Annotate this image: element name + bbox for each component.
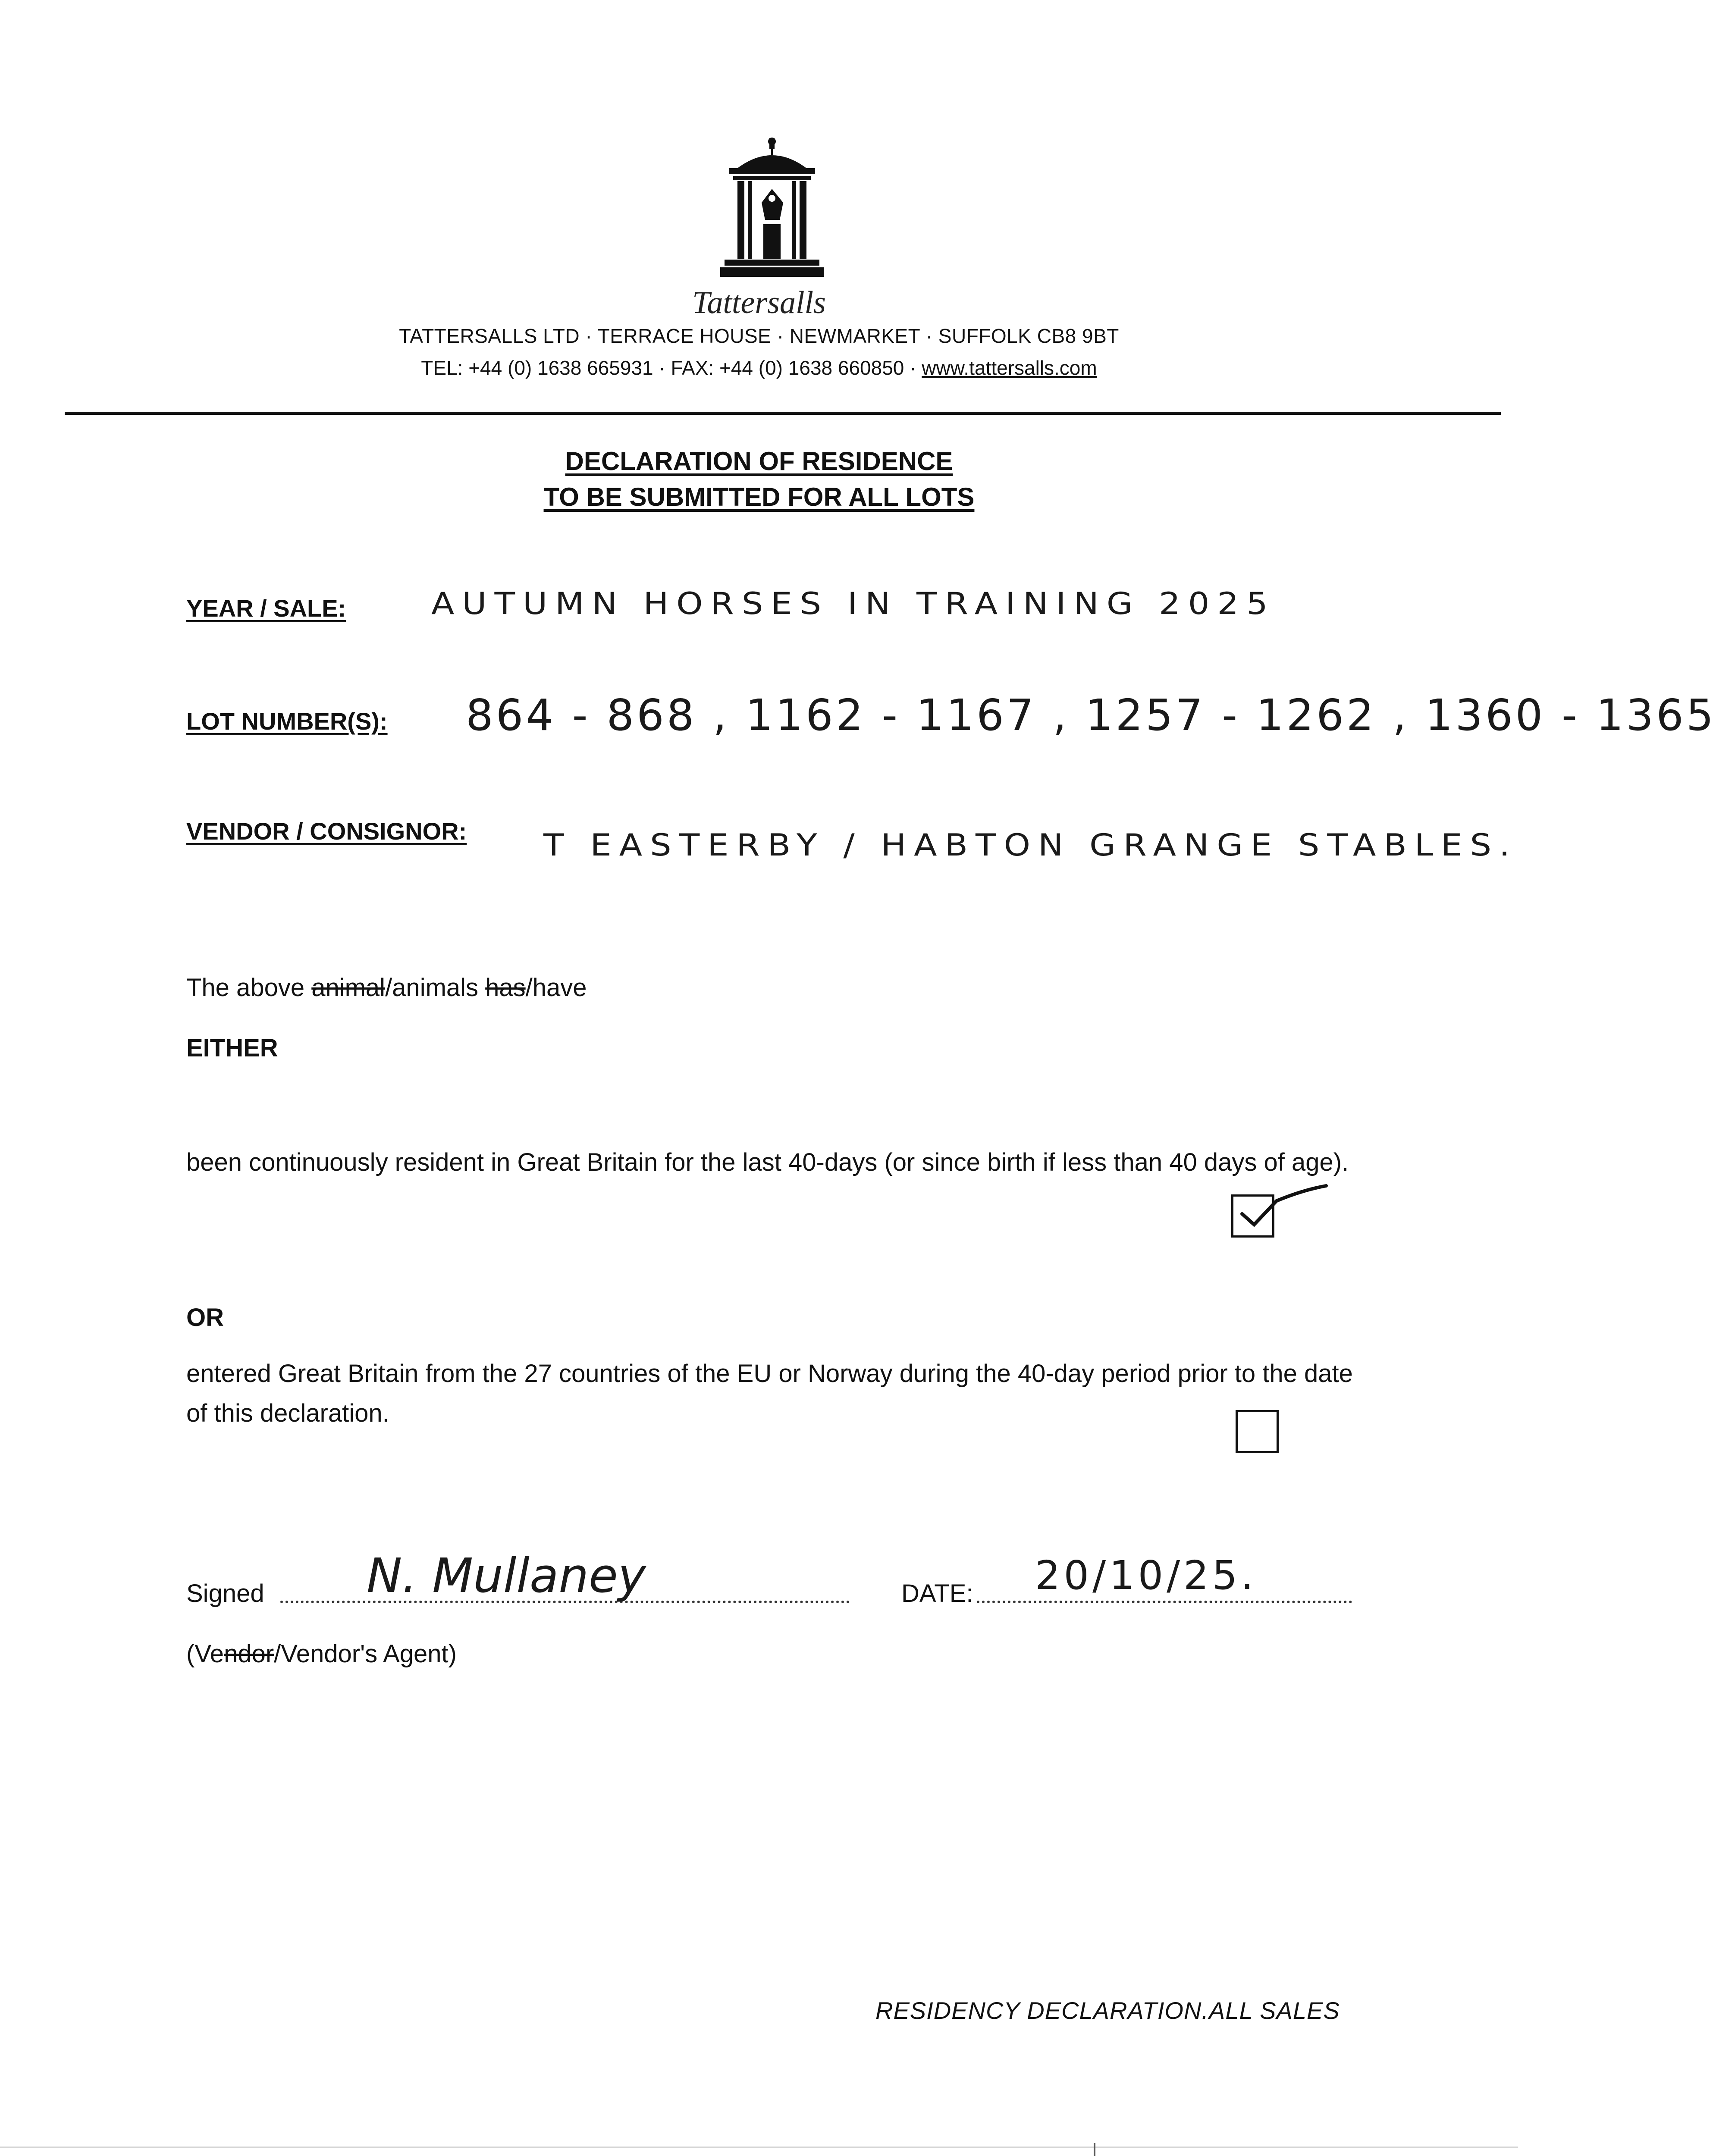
contact-phone-fax: TEL: +44 (0) 1638 665931 · FAX: +44 (0) 1638 660850 · xyxy=(421,357,922,379)
scan-edge xyxy=(0,2147,1518,2148)
website-link[interactable]: www.tattersalls.com xyxy=(922,357,1097,379)
page-subtitle: TO BE SUBMITTED FOR ALL LOTS xyxy=(543,483,975,511)
scan-edge-mark xyxy=(1094,2143,1095,2156)
signer-role: (Vendor/Vendor's Agent) xyxy=(186,1640,457,1668)
or-heading: OR xyxy=(186,1304,224,1332)
tattersalls-logo-icon xyxy=(720,138,824,280)
struck-animal: animal xyxy=(311,974,386,1002)
check-mark-icon xyxy=(1238,1177,1333,1242)
footer-reference: RESIDENCY DECLARATION.ALL SALES xyxy=(875,1997,1340,2024)
year-sale-label: YEAR / SALE: xyxy=(186,595,346,622)
lot-numbers-label: LOT NUMBER(S): xyxy=(186,708,388,735)
date-line xyxy=(977,1601,1352,1603)
signed-label: Signed xyxy=(186,1579,264,1608)
struck-has: has xyxy=(485,974,526,1002)
contact-line xyxy=(0,356,1518,379)
year-sale-value[interactable]: AUTUMN HORSES IN TRAINING 2025 xyxy=(431,586,1276,621)
declaration-intro: The above animal/animals has/have xyxy=(186,974,587,1002)
vendor-consignor-value[interactable]: T EASTERBY / HABTON GRANGE STABLES. xyxy=(543,828,1518,863)
date-label: DATE: xyxy=(901,1579,973,1608)
lot-numbers-value[interactable]: 864 - 868 , 1162 - 1167 , 1257 - 1262 , 1360 - 1365 xyxy=(466,690,1716,740)
either-heading: EITHER xyxy=(186,1034,278,1062)
option1-text: been continuously resident in Great Britain for the last 40-days (or since birth if less than 40 days of age). xyxy=(186,1148,1349,1176)
company-address: TATTERSALLS LTD · TERRACE HOUSE · NEWMARKET · SUFFOLK CB8 9BT xyxy=(399,325,1119,347)
option2-checkbox[interactable] xyxy=(1236,1410,1279,1453)
signature-value[interactable]: N. Mullaney xyxy=(367,1548,646,1603)
date-value[interactable]: 20/10/25. xyxy=(1035,1552,1257,1598)
page-title: DECLARATION OF RESIDENCE xyxy=(565,447,953,476)
option2-text: entered Great Britain from the 27 countries of the EU or Norway during the 40-day period prior to the date of this declaration. xyxy=(186,1360,1353,1427)
brand-name: Tattersalls xyxy=(692,285,826,320)
header-divider xyxy=(65,412,1501,415)
vendor-consignor-label: VENDOR / CONSIGNOR: xyxy=(186,818,467,845)
struck-vendor: ndor xyxy=(224,1640,274,1668)
